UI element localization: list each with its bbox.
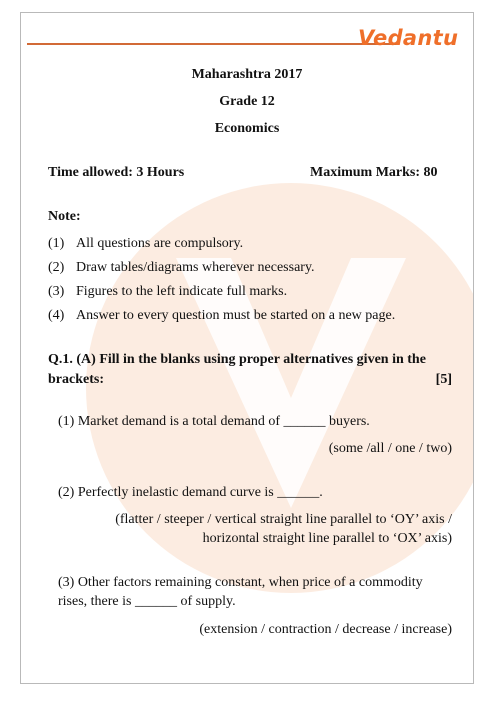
note-heading: Note: bbox=[48, 209, 81, 224]
question-item-3-continued: rises, there is ______ of supply. bbox=[58, 594, 236, 609]
question-item-1-options: (some /all / one / two) bbox=[328, 441, 452, 456]
note-item-number: (4) bbox=[48, 308, 65, 323]
note-item-text: All questions are compulsory. bbox=[76, 236, 244, 251]
header-rule bbox=[27, 43, 399, 45]
question-item-3-options: (extension / contraction / decrease / increase) bbox=[199, 622, 452, 637]
note-item-number: (3) bbox=[48, 284, 65, 299]
note-item-number: (2) bbox=[48, 260, 65, 275]
question1-heading-continued: brackets: bbox=[48, 372, 104, 387]
question-item-2-options-continued: horizontal straight line parallel to ‘OX’ axis) bbox=[202, 531, 452, 546]
note-item-text: Answer to every question must be started on a new page. bbox=[76, 308, 396, 323]
grade-title: Grade 12 bbox=[219, 94, 275, 109]
note-item-text: Figures to the left indicate full marks. bbox=[76, 284, 288, 299]
board-title: Maharashtra 2017 bbox=[191, 67, 303, 82]
question1-marks: [5] bbox=[435, 372, 452, 387]
question-item-2-options: (flatter / steeper / vertical straight line parallel to ‘OY’ axis / bbox=[115, 512, 452, 527]
question1-heading: Q.1. (A) Fill in the blanks using proper alternatives given in the bbox=[48, 352, 426, 367]
note-item-text: Draw tables/diagrams wherever necessary. bbox=[76, 260, 315, 275]
note-item-number: (1) bbox=[48, 236, 65, 251]
maximum-marks: Maximum Marks: 80 bbox=[310, 165, 438, 180]
question-item-1: (1) Market demand is a total demand of ______ buyers. bbox=[58, 414, 370, 429]
time-allowed: Time allowed: 3 Hours bbox=[48, 165, 185, 180]
question-item-2: (2) Perfectly inelastic demand curve is ______. bbox=[58, 485, 323, 500]
question-item-3: (3) Other factors remaining constant, when price of a commodity bbox=[58, 575, 423, 590]
subject-title: Economics bbox=[214, 121, 280, 136]
vedantu-logo: Vedantu bbox=[358, 26, 459, 50]
